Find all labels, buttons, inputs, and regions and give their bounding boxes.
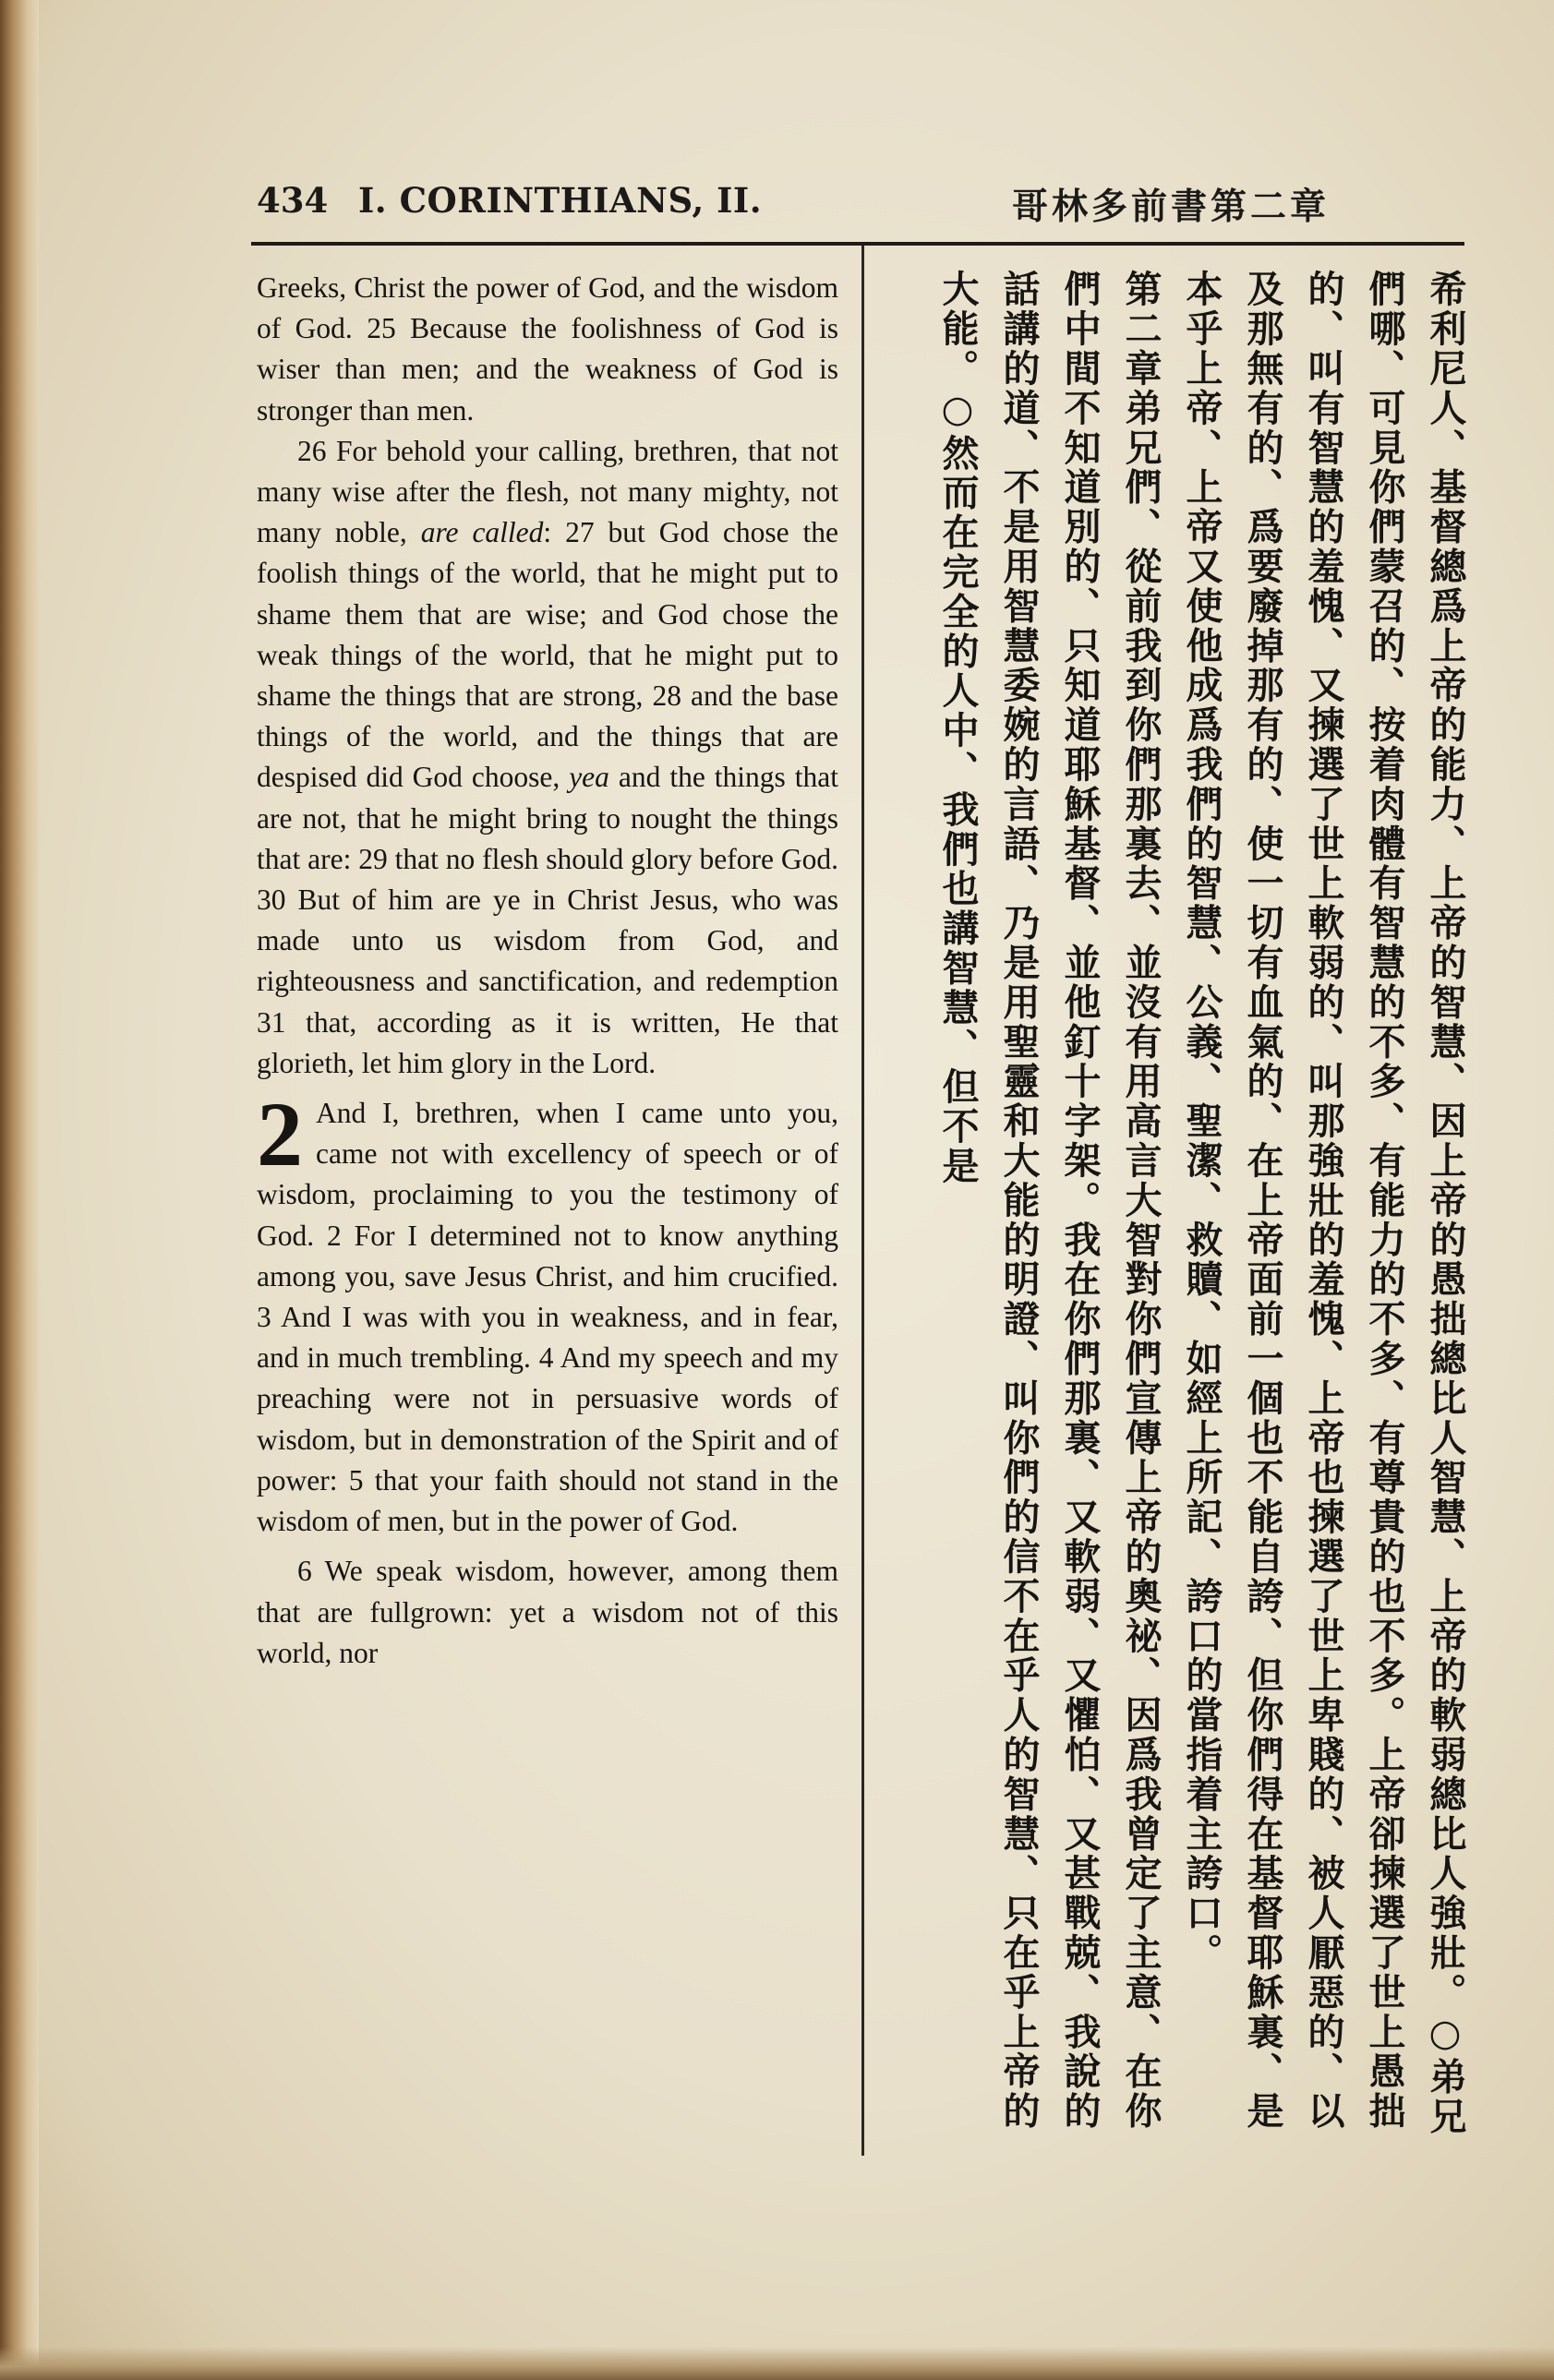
english-paragraph: Greeks, Christ the power of God, and the wisdom of God. 25 Because the foolishness of God is wiser than men; and the weakness of God is stronger than men. <box>257 271 838 427</box>
chinese-text-column <box>875 270 1476 2162</box>
english-text-column <box>257 268 838 2170</box>
english-text-run: And I, brethren, when I came unto you, came not with excellency of speech or of wisdom, proclaiming to you the testimony of God. 2 For I determined not to know anything among you, save Jesus Christ, and him crucified. 3 And I was with you in weakness, and in fear, and in much trembling. 4 And my speech and my preaching were not in persuasive words of wisdom, but in demonstration of the Spirit and of power: 5 that your faith should not stand in the wisdom of men, but in the power of God. <box>257 1097 838 1538</box>
header-rule <box>251 242 1464 246</box>
english-italic-run: are called <box>420 516 544 549</box>
english-paragraph <box>257 431 838 1084</box>
book-title-english: I. CORINTHIANS, II. <box>358 180 763 221</box>
english-text-run: 26 For behold your calling, brethren, that not many wise after the flesh, not many mighty, not many noble, <box>257 434 838 549</box>
chinese-text-run: 弟兄們、從前我到你們那裏去、並沒有用高言大智對你們宣傳上帝的奧祕、因爲我曾定了主意、在你們中間不知道別的、只知道耶穌基督、並他釘十字架。我在你們那裏、又軟弱、又懼怕、又甚戰兢、我說的話講的道、不是用智慧委婉的言語、乃是用聖靈和大能的明證、叫你們的信不在乎人的智慧、只在乎上帝的大能。○然而在完全的人中、我們也講智慧、但不是 <box>936 270 1162 2132</box>
english-text-run: : 27 but God chose the foolish things of the world, that he might put to shame them that are wise; and God chose the weak things of the world, that he might put to shame the things that are strong, 28 and the base things of the world, and the things that are despised did God choose, <box>257 516 838 794</box>
english-paragraph <box>257 1083 838 1542</box>
page-edge-bottom <box>0 2347 1554 2380</box>
page-number: 434 <box>257 180 329 221</box>
chinese-paragraph <box>927 270 1171 2162</box>
running-head <box>257 180 1468 226</box>
english-paragraph: 6 We speak wisdom, however, among them that are fullgrown: yet a wisdom not of this world, nor <box>257 1555 838 1669</box>
english-text-run: and the things that are not, that he might bring to nought the things that are: 29 that no flesh should glory before God. 30 But of him are ye in Christ Jesus, who was made unto us wisdom from God, and righteousness and sanctification, and redemption 31 that, according as it is written, He that glorieth, let him glory in the Lord. <box>257 761 838 1079</box>
chinese-chapter-heading: 第二章 <box>1119 270 1162 389</box>
chinese-paragraph: 希利尼人、基督總爲上帝的能力、上帝的智慧、因上帝的愚拙總比人智慧、上帝的軟弱總比人強壯。○弟兄們哪、可見你們蒙召的、按着肉體有智慧的不多、有能力的不多、有尊貴的也不多。上帝卻揀選了世上愚拙的、叫有智慧的羞愧、又揀選了世上軟弱的、叫那強壯的羞愧、上帝也揀選了世上卑賤的、被人厭惡的、以及那無有的、爲要廢掉那有的、使一切有血氣的、在上帝面前一個也不能自誇、但你們得在基督耶穌裏、是本乎上帝、上帝又使他成爲我們的智慧、公義、聖潔、救贖、如經上所記、誇口的當指着主誇口。 <box>1180 270 1466 2137</box>
book-title-chinese: 哥林多前書第二章 <box>1011 186 1330 228</box>
page-edge-left <box>0 0 39 2380</box>
column-divider <box>861 246 864 2156</box>
english-italic-run: yea <box>569 761 609 794</box>
chapter-number: 2 <box>257 1083 303 1186</box>
